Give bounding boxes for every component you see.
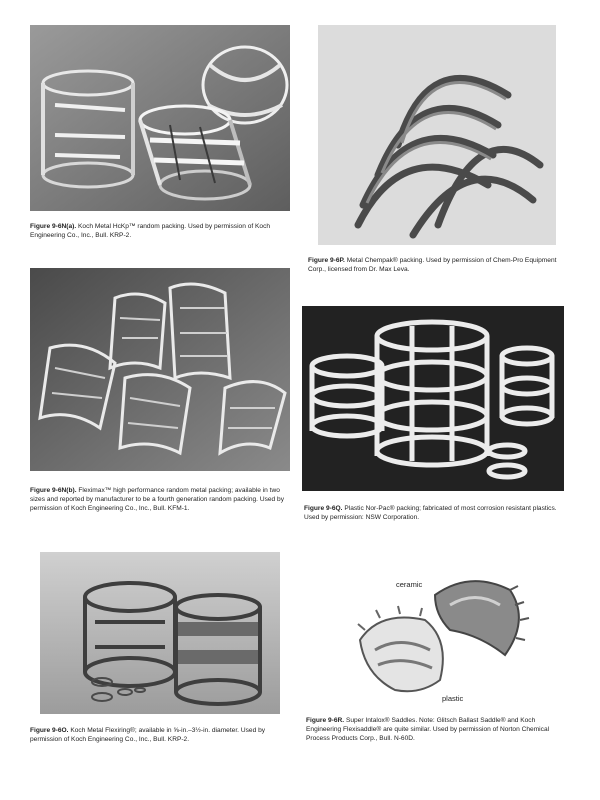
figure-text: Plastic Nor-Pac® packing; fabricated of most corrosion resistant plastics. Used by permission: NSW Corporation. [304, 505, 557, 522]
ceramic-label: ceramic [396, 580, 423, 589]
figure-label: Figure 9-6N(a). [30, 223, 77, 230]
figure-text: Koch Metal HcKp™ random packing. Used by permission of Koch Engineering Co., Inc., Bull. KRP-2. [30, 223, 271, 240]
figure-9-6O-photo [40, 552, 280, 714]
figure-text: Fleximax™ high performance random metal packing; available in two sizes and reported by manufacturer to be a fourth generation random packing. Used by permission of Koch Engineering Co., Inc., Bull. KFM-1. [30, 487, 285, 513]
figure-label: Figure 9-6O. [30, 727, 69, 734]
figure-9-6Q-caption [304, 504, 566, 522]
figure-label: Figure 9-6R. [306, 717, 345, 724]
figure-9-6Q-photo [302, 306, 564, 491]
figure-9-6P-photo [318, 25, 556, 245]
figure-text: Koch Metal Flexiring®; available in ⅝-in.–3½-in. diameter. Used by permission of Koch Engineering Co., Inc., Bull. KRP-2. [30, 727, 266, 744]
figure-9-6R-photo [340, 560, 550, 710]
figure-9-6Na-photo [30, 25, 290, 211]
figure-label: Figure 9-6Q. [304, 505, 343, 512]
figure-9-6Na-caption [30, 222, 292, 240]
figure-label: Figure 9-6P. [308, 257, 345, 264]
figure-9-6P-caption [308, 256, 570, 274]
figure-text: Metal Chempak® packing. Used by permission of Chem-Pro Equipment Corp., licensed from Dr. Max Leva. [308, 257, 557, 274]
plastic-label: plastic [442, 694, 464, 703]
figure-text: Super Intalox® Saddles. Note: Glitsch Ballast Saddle® and Koch Engineering Flexisaddle® are quite similar. Used by permission of Norton Chemical Process Products Corp., Bull. N-60D. [306, 717, 550, 743]
figure-9-6Nb-photo [30, 268, 290, 471]
figure-label: Figure 9-6N(b). [30, 487, 77, 494]
figure-9-6Nb-caption [30, 486, 292, 514]
figure-9-6R-caption [306, 716, 568, 744]
figure-9-6O-caption [30, 726, 292, 744]
